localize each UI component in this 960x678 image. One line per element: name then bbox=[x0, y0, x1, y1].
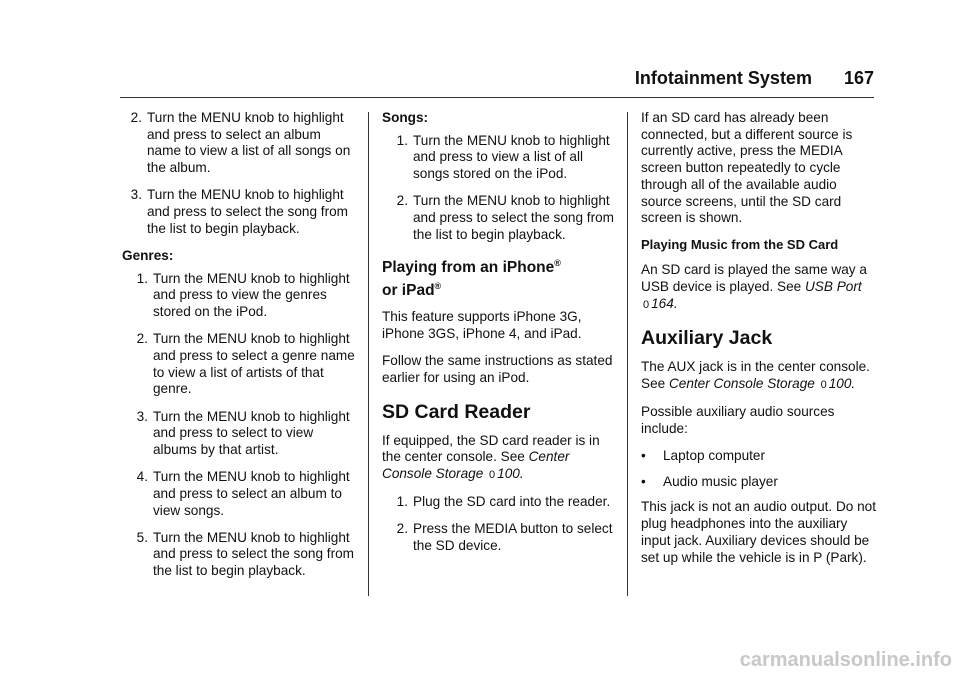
iphone-paragraph-1: This feature supports iPhone 3G, iPhone 3GS, iPhone 4, and iPad. bbox=[382, 309, 582, 341]
watermark: carmanualsonline.info bbox=[739, 649, 952, 671]
iphone-paragraph-2: Follow the same instructions as stated earlier for using an iPod. bbox=[382, 353, 613, 385]
bullet-icon: • bbox=[641, 473, 646, 489]
iphone-heading: Playing from an iPhone® or iPad® bbox=[382, 257, 561, 300]
bullet-item: • Laptop computer bbox=[641, 448, 766, 464]
cross-reference-link[interactable]: Center Console Storage bbox=[668, 375, 815, 391]
list-item: 2. Turn the MENU knob to highlight and press to select the song from the list to begin playback. bbox=[396, 193, 614, 242]
cross-reference-link[interactable]: Center Console Storage bbox=[382, 449, 570, 481]
page-number: 167 bbox=[843, 68, 874, 88]
page-reference-icon: 0 bbox=[820, 378, 827, 391]
genres-label: Genres: bbox=[122, 247, 174, 263]
list-item: 3. Turn the MENU knob to highlight and press to select the song from the list to begin playback. bbox=[130, 187, 348, 236]
section-title: Infotainment System bbox=[634, 68, 812, 88]
bullet-item: • Audio music player bbox=[641, 473, 778, 489]
page-reference[interactable]: 100 bbox=[828, 375, 852, 391]
cross-reference-link[interactable]: USB Port bbox=[804, 278, 862, 294]
aux-paragraph-3: This jack is not an audio output. Do not plug headphones into the auxiliary input jack. Auxiliary devices should be set up while the vehicle is in P (Park). bbox=[641, 499, 877, 565]
page-header bbox=[635, 68, 874, 89]
sd-paragraph-3: An SD card is played the same way a USB device is played. See USB Port 0 164. bbox=[641, 262, 867, 311]
list-item: 3. Turn the MENU knob to highlight and press to select to view albums by that artist. bbox=[136, 408, 350, 457]
page-reference-icon: 0 bbox=[489, 468, 496, 481]
list-item: 1. Turn the MENU knob to highlight and press to view a list of all songs stored on the iPod. bbox=[396, 132, 610, 182]
list-item: 1. Turn the MENU knob to highlight and press to view the genres stored on the iPod. bbox=[136, 270, 350, 320]
column-1 bbox=[122, 110, 358, 590]
auxiliary-jack-heading: Auxiliary Jack bbox=[641, 327, 773, 350]
column-3 bbox=[641, 110, 877, 577]
songs-label: Songs: bbox=[382, 110, 429, 125]
list-item: 2. Press the MEDIA button to select the SD device. bbox=[396, 521, 613, 554]
column-divider-1 bbox=[368, 112, 369, 596]
page-reference-icon: 0 bbox=[643, 298, 650, 311]
column-2 bbox=[382, 110, 618, 565]
aux-paragraph-2: Possible auxiliary audio sources include: bbox=[641, 404, 835, 436]
sd-paragraph-2: If an SD card has already been connected, but a different source is currently active, press the MEDIA screen button repeatedly to cycle through all of the available audio source screens, until the SD card screen is shown. bbox=[641, 110, 853, 226]
bullet-icon: • bbox=[641, 448, 646, 464]
list-item: 2. Turn the MENU knob to highlight and press to select an album name to view a list of all songs on the album. bbox=[130, 110, 351, 176]
genres-list bbox=[128, 271, 358, 580]
songs-list bbox=[388, 133, 618, 244]
aux-paragraph-1: The AUX jack is in the center console. See Center Console Storage 0 100. bbox=[641, 359, 870, 391]
column-divider-2 bbox=[627, 112, 628, 596]
sd-playing-subhead: Playing Music from the SD Card bbox=[641, 237, 839, 253]
list-item: 5. Turn the MENU knob to highlight and press to select the song from the list to begin playback. bbox=[136, 529, 354, 579]
list-item: 1. Plug the SD card into the reader. bbox=[396, 494, 611, 510]
sd-steps-list bbox=[388, 494, 618, 555]
list-item: 4. Turn the MENU knob to highlight and press to select an album to view songs. bbox=[136, 469, 350, 518]
page-reference[interactable]: 100 bbox=[497, 465, 520, 481]
sd-card-heading: SD Card Reader bbox=[382, 400, 531, 423]
page-reference[interactable]: 164 bbox=[651, 295, 674, 311]
sd-paragraph-1: If equipped, the SD card reader is in the center console. See Center Console Storage 0 100. bbox=[382, 432, 600, 481]
list-item: 2. Turn the MENU knob to highlight and press to select a genre name to view a list of artists of that genre. bbox=[136, 331, 355, 397]
header-rule bbox=[120, 97, 874, 98]
